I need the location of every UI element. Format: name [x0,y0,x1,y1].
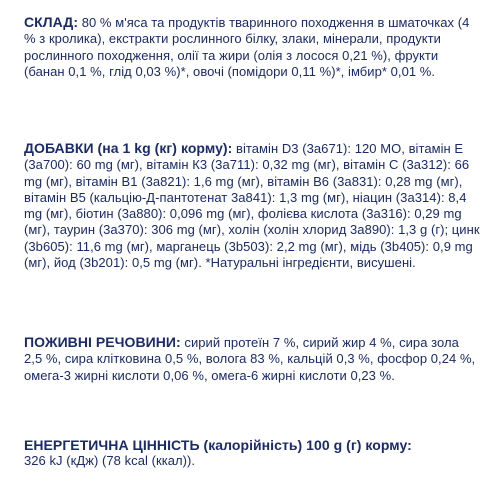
energy-section [24,437,480,470]
energy-text: 326 kJ (кДж) (78 kcal (ккал)). [24,453,196,469]
nutrients-heading: ПОЖИВНІ РЕЧОВИНИ: [24,334,181,350]
energy-heading: ЕНЕРГЕТИЧНА ЦІННІСТЬ (калорійність) 100 g (г) корму: [24,437,412,453]
composition-heading: СКЛАД: [24,14,79,30]
nutrients-text: сирий протеїн 7 %, сирий жир 4 %, сира зола 2,5 %, сира клітковина 0,5 %, волога 83 %, кальцій 0,3 %, фосфор 0,24 %, омега-3 жирні кислоти 0,06 %, омега-6 жирні кислоти 0,23 %. [24,335,476,383]
additives-heading: ДОБАВКИ (на 1 kg (кг) корму): [24,140,233,156]
additives-section [24,140,480,271]
additives-text: вітамін D3 (3a671): 120 МО, вітамін Е (3a700): 60 mg (мг), вітамін К3 (3a711): 0,32 mg (мг), вітамін С (3a312): 66 mg (мг), вітамін B1 (3a821): 1,6 mg (мг), вітамін B6 (3a831): 0,28 mg (мг), вітамін B5 (кальцію-Д-пантотенат 3a841): 1,3 mg (мг), ніацин (3a314): 8,4 mg (мг), біотин (3a880): 0,096 mg (мг), фолієва кислота (3a316): 0,29 mg (мг), таурин (3a370): 306 mg (мг), холін (холін хлорид 3a890): 1,3 g (г); цинк (3b605): 11,6 mg (мг), марганець (3b503): 2,2 mg (мг), мідь (3b405): 0,9 mg (мг), йод (3b201): 0,5 mg (мг). *Натуральні інгредієнти, висушені. [24,141,480,271]
composition-section [24,14,480,80]
composition-text: 80 % м'яса та продуктів тваринного походження в шматочках (4 % з кролика), екстракти рослинного білку, злаки, мінерали, продукти рослинного походження, олії та жири (олія з лосося 0,21 %), фрукти (банан 0,1 %, глід 0,03 %)*, овочі (помідори 0,11 %)*, імбир* 0,01 %. [24,15,470,79]
nutrients-section [24,334,480,384]
